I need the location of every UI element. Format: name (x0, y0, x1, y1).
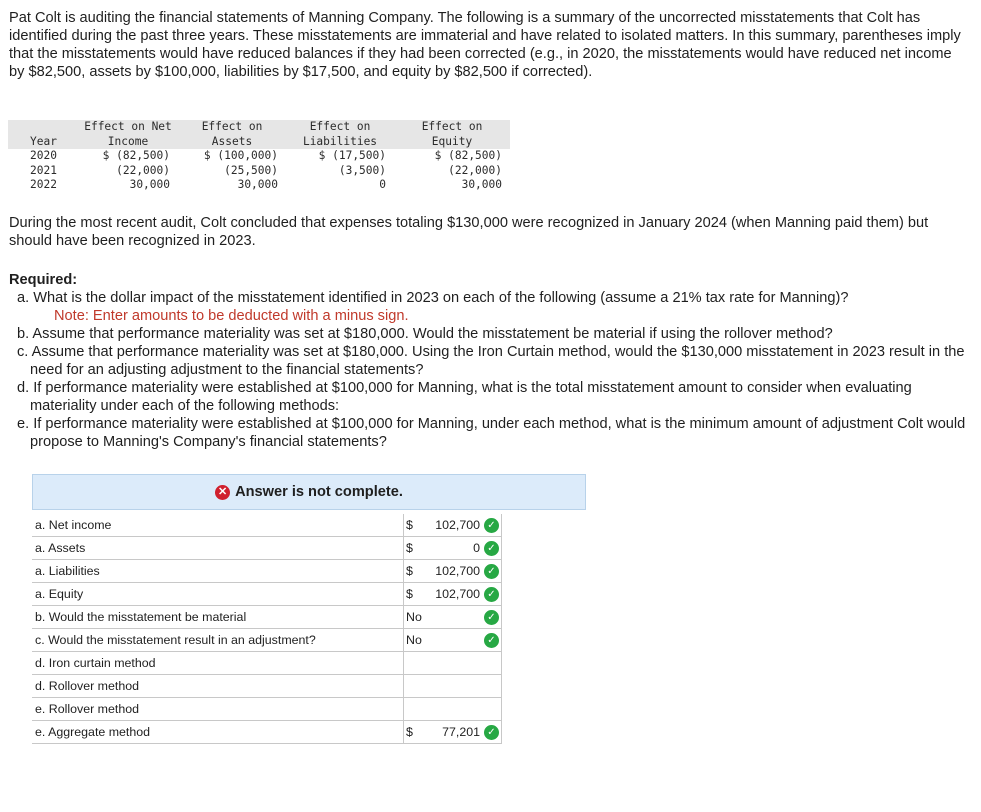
required-list (9, 289, 969, 451)
answer-prefix: $ (406, 725, 413, 739)
correct-check-icon: ✓ (484, 541, 499, 556)
equity-cell: (22,000) (448, 163, 502, 177)
col-header: Effect on (201, 120, 263, 133)
answer-value[interactable]: 102,700 (435, 564, 480, 578)
answer-value[interactable]: 77,201 (442, 725, 480, 739)
correct-check-icon (484, 679, 499, 694)
correct-check-icon: ✓ (484, 610, 499, 625)
audit-finding-paragraph: During the most recent audit, Colt concluded that expenses totaling $130,000 were recognized in January 2024 (when Manning paid them) but should have been recognized in 2023. (9, 215, 929, 249)
answer-value[interactable]: 0 (473, 541, 480, 555)
required-title: Required: (9, 272, 78, 288)
answer-label: d. Iron curtain method (32, 652, 404, 675)
col-header: Year (30, 134, 57, 148)
answer-prefix: No (406, 610, 422, 624)
col-header: Effect on (421, 120, 483, 133)
col-header: Liabilities (302, 134, 378, 148)
table-row (8, 149, 510, 164)
assets-cell: (25,500) (224, 163, 278, 177)
correct-check-icon: ✓ (484, 633, 499, 648)
answer-row (32, 698, 502, 721)
answer-label: a. Equity (32, 583, 404, 606)
assets-cell: $ (100,000) (203, 149, 278, 163)
correct-check-icon: ✓ (484, 587, 499, 602)
answer-value[interactable]: 102,700 (435, 518, 480, 532)
col-header: Income (107, 134, 149, 148)
answer-status-banner (32, 474, 586, 510)
answer-input-cell[interactable] (404, 675, 502, 698)
col-header: Equity (431, 134, 473, 148)
answer-input-cell[interactable] (404, 514, 502, 537)
answer-row (32, 537, 502, 560)
required-note: Note: Enter amounts to be deducted with a minus sign. (54, 308, 409, 324)
answer-row (32, 560, 502, 583)
answer-label: c. Would the misstatement result in an adjustment? (32, 629, 404, 652)
answer-prefix: $ (406, 518, 413, 532)
answer-row (32, 514, 502, 537)
liabilities-cell: $ (17,500) (318, 149, 386, 163)
answer-input-cell[interactable] (404, 698, 502, 721)
net-income-cell: 30,000 (129, 178, 170, 192)
table-header-row-2 (8, 135, 510, 150)
col-header: Assets (211, 134, 253, 148)
col-header (8, 120, 78, 135)
answer-label: a. Assets (32, 537, 404, 560)
net-income-cell: $ (82,500) (102, 149, 170, 163)
answer-row (32, 721, 502, 744)
answer-prefix: No (406, 633, 422, 647)
answer-label: b. Would the misstatement be material (32, 606, 404, 629)
answer-input-cell[interactable] (404, 629, 502, 652)
answer-label: d. Rollover method (32, 675, 404, 698)
equity-cell: $ (82,500) (434, 149, 502, 163)
liabilities-cell: 0 (379, 178, 386, 192)
answer-label: a. Net income (32, 514, 404, 537)
answer-row (32, 606, 502, 629)
table-row (8, 164, 510, 179)
year-cell: 2022 (30, 178, 57, 192)
answer-label: a. Liabilities (32, 560, 404, 583)
correct-check-icon (484, 702, 499, 717)
correct-check-icon: ✓ (484, 564, 499, 579)
correct-check-icon (484, 656, 499, 671)
answer-input-cell[interactable] (404, 606, 502, 629)
year-cell: 2021 (30, 163, 57, 177)
col-header: Effect on Net (84, 120, 172, 133)
answer-row (32, 629, 502, 652)
answer-prefix: $ (406, 541, 413, 555)
answer-label: e. Rollover method (32, 698, 404, 721)
year-cell: 2020 (30, 149, 57, 163)
net-income-cell: (22,000) (116, 163, 170, 177)
required-item-b: b. Assume that performance materiality was set at $180,000. Would the misstatement be material if using the rollover method? (17, 326, 833, 342)
answer-row (32, 652, 502, 675)
answer-input-cell[interactable] (404, 560, 502, 583)
answer-prefix: $ (406, 587, 413, 601)
correct-check-icon: ✓ (484, 725, 499, 740)
equity-cell: 30,000 (461, 178, 502, 192)
answer-input-cell[interactable] (404, 652, 502, 675)
required-item-e: e. If performance materiality were established at $100,000 for Manning, under each method, what is the minimum amount of adjustment Colt would propose to Manning's Company's financial statements? (17, 416, 966, 450)
answer-prefix: $ (406, 564, 413, 578)
answer-row (32, 583, 502, 606)
required-section (9, 271, 969, 451)
answer-input-cell[interactable] (404, 583, 502, 606)
misstatement-summary-table (8, 120, 510, 193)
table-row (8, 178, 510, 193)
answer-input-cell[interactable] (404, 721, 502, 744)
col-header: Effect on (309, 120, 371, 133)
correct-check-icon: ✓ (484, 518, 499, 533)
answer-table (32, 514, 502, 744)
required-item-d: d. If performance materiality were established at $100,000 for Manning, what is the total misstatement amount to consider when evaluating materiality under each of the following methods: (17, 380, 912, 414)
answer-value[interactable]: 102,700 (435, 587, 480, 601)
error-x-icon: ✕ (215, 485, 230, 500)
problem-intro: Pat Colt is auditing the financial statements of Manning Company. The following is a summary of the uncorrected misstatements that Colt has identified during the past three years. These misstatements are immaterial and have related to isolated matters. In this summary, parentheses imply that the misstatements would have reduced balances if they had been corrected (e.g., in 2020, the misstatements would have reduced net income by $82,500, assets by $100,000, liabilities by $17,500, and equity by $82,500 if corrected). (9, 10, 961, 80)
required-item-c: c. Assume that performance materiality was set at $180,000. Using the Iron Curtain method, would the $130,000 misstatement in 2023 result in the need for an adjusting adjustment to the financial statements? (17, 344, 965, 378)
answer-input-cell[interactable] (404, 537, 502, 560)
required-item-a: a. What is the dollar impact of the misstatement identified in 2023 on each of the following (assume a 21% tax rate for Manning)? (17, 290, 849, 306)
answer-status-text: Answer is not complete. (235, 484, 403, 500)
liabilities-cell: (3,500) (338, 163, 386, 177)
answer-row (32, 675, 502, 698)
assets-cell: 30,000 (237, 178, 278, 192)
answer-label: e. Aggregate method (32, 721, 404, 744)
table-header-row-1 (8, 120, 510, 135)
